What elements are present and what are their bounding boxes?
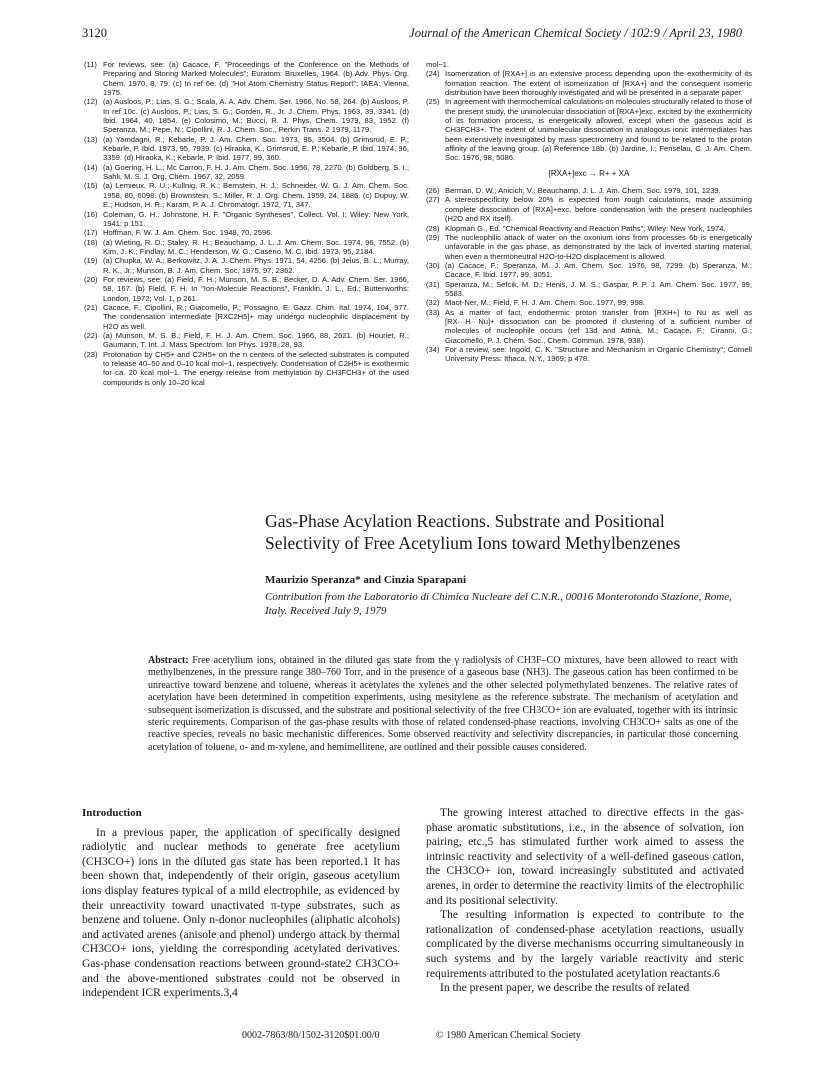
reference-text: Berman, D. W.; Anicich, V.; Beauchamp, J. L. J. Am. Chem. Soc. 1979, 101, 1239. [445,186,721,196]
abstract-text: Free acetylium ions, obtained in the diluted gas state from the γ radiolysis of CH3F–CO mixtures, have been allowed to react with methylbenzenes, in the pressure range 380–760 Torr, and in the presence of a gaseous base (NH3). The gaseous cation has been confirmed to be unreactive toward benzene and toluene, whereas it acetylates the xylenes and the other selected polymethylated benzenes. The relative rates of acetylation have been determined in competition experiments, using mesitylene as the reference substrate. The mechanism of acetylation and subsequent isomerization is discussed, and the substrate and positional selectivity of the free CH3CO+ ion are evaluated, together with its intrinsic steric requirements. Comparison of the gas-phase results with those of related condensed-phase reactions, involving CH3CO+ salts as one of the reactive species, reveals no basic mechanistic differences. Some observed reactivity and selectivity discrepancies, in particular those concerning acetylation of toluene, o- and m-xylene, and hemimellitene, are outlined and their possible causes considered. [148,655,738,753]
abstract [148,655,738,754]
reference-number: (28) [426,223,440,233]
reference-text: (a) Yamdagni, R.; Kebarle, P. J. Am. Chem. Soc. 1973, 95, 3504. (b) Grimsrud, E. P.; Kebarle, P. Ibid. 1973, 95, 7939. (c) Hiraoka, K.; Grimsrud, E. P.; Kebarle, P. Ibid. 1974, 96, 3359. (d) Hiraoka, K.; Kebarle, P. Ibid. 1977, 99, 360. [103,134,409,163]
reference-text: For reviews, see: (a) Cacace, F. "Proceedings of the Conference on the Methods of Preparing and Storing Marked Molecules"; Euratom: Bruxelles, 1964. (b) Adv. Phys. Org. Chem. 1970, 8, 79. (c) In ref 6e. (d) "Hot Atom Chemistry Status Report"; IAEA: Vienna, 1975. [103,60,409,98]
reference-text: (a) Lemieux, R. U.; Kullnig, R. K.; Bernstein, H. J.; Schneider, W. G. J. Am. Chem. Soc. 1958, 80, 6098. (b) Brownstein, S.; Miller, R. J. Org. Chem. 1959, 24, 1886. (c) Dupuy, W. E.; Hudson, H. R.; Karam, P. A. J. Chromatogr. 1972, 71, 347. [103,181,409,210]
copyright-notice: © 1980 American Chemical Society [436,1030,581,1041]
reference-item [84,60,409,97]
reference-item [84,97,409,134]
reference-number: (30) [426,260,440,270]
reference-item [84,163,409,182]
reference-text: (a) Munson, M. S. B.; Field, F. H. J. Am. Chem. Soc. 1966, 88, 2621. (b) Houriet, R.; Gaumann, T. Int. J. Mass Spectrom. Ion Phys. 1978, 28, 93. [103,330,409,350]
reference-continuation: mol−1. [426,60,450,69]
article-affiliation: Contribution from the Laboratorio di Chimica Nucleare del C.N.R., 00016 Monterotondo Stazione, Rome, Italy. Received July 9, 1979 [265,591,732,617]
reference-number: (25) [426,97,440,107]
references-left-column [84,60,409,387]
reference-number: (11) [84,60,97,69]
reference-number: (26) [426,186,440,196]
reference-number: (27) [426,195,440,205]
reference-number: (12) [84,97,98,107]
reference-item [426,308,752,345]
abstract-label: Abstract: [148,655,189,666]
body-right-column [426,806,744,996]
reference-item [426,195,752,223]
reference-text: Speranza, M.; Sefcik, M. D.; Henis, J. M. S.; Gaspar, P. P. J. Am. Chem. Soc. 1977, 99, 5583. [445,279,752,298]
intro-paragraph-3: The resulting information is expected to contribute to the rationalization of condensed-phase acetylation reactions, usually complicated by the diverse mechanisms occurring simultaneously in such systems and by the largely variable reactivity and steric requirements attributed to the postulated acetylation reactants.6 [426,908,744,980]
reference-text: A stereospecificity below 20% is expected from rough calculations, made assuming complete dissociation of [RXA]+exc, before condensation with the present nucleophiles (H2O and RX itself). [445,195,752,224]
reference-item [84,135,409,163]
reference-number: (31) [426,279,440,289]
article-title: Gas-Phase Acylation Reactions. Substrate and Positional Selectivity of Free Acetylium Ions toward Methylbenzenes [265,511,681,553]
reference-text: In agreement with thermochemical calculations on molecules structurally related to those of the present study, the unimolecular dissociation of [RXA+]exc, excited by the exothermicity of its formation process, is energetically allowed, except when the gaseous acid is CH3FCH3+. The extent of unimolecular dissociation in analogous ionic intermediates has been extensively investigated by mass spectrometry and found to be related to the proton affinity of the leaving group. (a) Reference 18b. (b) Jardine, I.; Fenselau, C. J. Am. Chem. Soc. 1976, 98, 5086. [445,97,752,163]
reference-item [426,97,752,162]
reference-text: The nucleophilic attack of water on the oxonium ions from processes 6b is energetically unfavorable in the gas phase, as demonstrated by the lack of inverted starting material, when even a thermoneutral H2O-to-H2O displacement is allowed. [445,232,752,261]
reference-text: (a) Cacace, F.; Speranza, M. J. Am. Chem. Soc. 1976, 98, 7299. (b) Speranza, M.; Cacace, F. Ibid. 1977, 99, 3051. [445,260,752,280]
reference-text: Cacace, F.; Cipollini, R.; Giacomello, P.; Possagno, E. Gazz. Chim. Ital. 1974, 104, 977. The condensation intermediate [RXC2H5]+ may undergo nucleophilic displacement by H2O as well. [103,302,409,331]
reference-item [84,210,409,229]
reference-number: (20) [84,274,98,284]
reference-number: (29) [426,232,440,242]
body-left-column [82,806,400,1001]
reference-text: Protonation by CH5+ and C2H5+ on the n centers of the selected substrates is computed to release 40–50 and 0–10 kcal mol−1, respectively. Condensation of C2H5+ is exothermic for ca. 20 kcal mol−1. The energy release from methylation by CH3FCH3+ of the used compounds is only 10–20 kcal [103,349,409,387]
reference-number: (18) [84,237,98,247]
reference-item [426,261,752,280]
reference-item [84,256,409,275]
reference-text: Maot-Ner, M.; Field, F. H. J. Am. Chem. Soc. 1977, 99, 998. [445,298,646,308]
reference-number: (32) [426,298,440,308]
reference-number: (14) [84,162,98,172]
article-code: 0002-7863/80/1502-3120$01.00/0 [242,1030,380,1041]
reference-item [84,181,409,209]
page-number: 3120 [82,26,107,40]
references-right-column [426,60,752,364]
intro-paragraph-2: The growing interest attached to directive effects in the gas-phase aromatic substitutions, i.e., in the absence of solvation, ion pairing, etc.,5 has stimulated further work aimed to assess the intrinsic reactivity and selectivity of a well-defined gaseous cation, the CH3CO+ ion, toward increasingly substituted and activated arenes, in order to determine the reactivity limits of the electrophilic and its positional selectivity. [426,806,744,907]
reference-item [426,233,752,261]
reference-text: (a) Ausloos, P.; Lias, S. G.; Scala, A. A. Adv. Chem. Ser. 1966, No. 58, 264. (b) Ausloos, P. In ref 10c. (c) Ausloos, P.; Lias, S. G.; Gorden, R., Jr. J. Chem. Phys. 1963, 39, 3341. (d) Ibid. 1964, 40, 1854. (e) Colosimo, M.; Bucci, R. J. Phys. Chem. 1979, 83, 1952. (f) Speranza, M.; Pepe, N.; Cipollini, R. J. Chem. Soc., Perkin Trans. 2 1979, 1179. [103,97,409,135]
reference-item [84,238,409,257]
reference-text: Klopman G., Ed. "Chemical Reactivity and Reaction Paths"; Wiley: New York, 1974. [445,223,726,233]
intro-paragraph-1: In a previous paper, the application of specifically designed radiolytic and nuclear methods to generate free acetylium (CH3CO+) ions in the diluted gas state has been reported.1 It has been shown that, independently of their origin, gaseous acetylium ions display features typical of a mild electrophile, as evidenced by their unreactivity toward unactivated π-type substrates, such as benzene and toluene. Only n-donor nucleophiles (aliphatic alcohols) and activated arenes (anisole and phenol) undergo attack by thermal CH3CO+ ions, yielding the corresponding acetylated derivatives. Gas-phase condensation reactions between ground-state2 CH3CO+ and the above-mentioned substrates could not be observed in independent ICR experiments.3,4 [82,825,400,1000]
reference-item [426,69,752,97]
reference-number: (15) [84,181,98,191]
section-heading-introduction: Introduction [82,807,142,819]
reference-item [84,331,409,350]
reference-text: Coleman, G. H.; Johnstone, H. F. "Organic Syntheses", Collect. Vol. I; Wiley: New York, 1941; p 151. [103,209,409,228]
running-header [82,26,742,44]
reference-item [426,345,752,364]
reference-item [84,228,409,237]
reference-text: For a review, see: Ingold, C. K. "Structure and Mechanism in Organic Chemistry"; Cornell University Press: Ithaca, N.Y., 1969; p 478. [445,344,752,364]
reference-text: For reviews, see: (a) Field, F. H.; Munson, M. S. B.; Becker, D. A. Adv. Chem. Ser. 1966, 58, 167. (b) Field, F. H. In "Ion-Molecule Reactions", Franklin, J. L., Ed.; Butterworths: London, 1972; Vol. 1, p 261. [103,274,409,303]
intro-paragraph-4: In the present paper, we describe the results of related [440,981,690,995]
reference-number: (13) [84,134,98,144]
reference-number: (17) [84,228,98,238]
reference-text: (a) Goering, H. L.; Mc Carron, F. H. J. Am. Chem. Soc. 1956, 78, 2270. (b) Goldberg, S. I.; Sahli, M. S. J. Org. Chem. 1967, 32, 2059. [103,162,409,182]
reference-number: (22) [84,330,98,340]
reaction-equation: [RXA+]exc → R+ + XA [548,168,630,178]
reference-number: (23) [84,349,98,359]
reference-item [426,298,752,307]
article-authors: Maurizio Speranza* and Cinzia Sparapani [265,574,467,586]
reference-number: (33) [426,307,440,317]
reference-number: (16) [84,209,98,219]
reference-text: (a) Wieting, R. D.; Staley, R. H.; Beauchamp, J. L. J. Am. Chem. Soc. 1974, 96, 7552. (b) Kim, J. K.; Findlay, M. C.; Henderson, W. G.; Caserio, M. C. Ibid. 1973, 95, 2184. [103,237,409,256]
reference-item [426,224,752,233]
page-footer [82,1030,742,1044]
reference-text: As a matter of fact, endothermic proton transfer from [RXH+] to Nu as well as [RX···H···Nu]+ dissociation can be promoted if clustering of a sufficient number of molecules of nucleophile occurs (ref 13d and Attinà, M.; Cacace, F.; Ciranni, G.; Giacomello, P. J. Chem. Soc., Chem. Commun. 1978, 938). [445,307,752,345]
reference-item [84,275,409,303]
reference-item [84,303,409,331]
reference-text: (a) Chupka, W. A.; Berkowitz, J. A. J. Chem. Phys. 1971, 54, 4256. (b) Jelus, B. L.; Murray, R. K., Jr.; Munson, B. J. Am. Chem. Soc. 1975, 97, 2362. [103,256,409,275]
reference-item [426,280,752,299]
journal-citation: Journal of the American Chemical Society / 102:9 / April 23, 1980 [409,26,742,40]
reference-number: (34) [426,344,440,354]
reference-text: Hoffman, F. W. J. Am. Chem. Soc. 1948, 70, 2596. [103,228,273,238]
reference-item [426,186,752,195]
reference-number: (19) [84,256,98,266]
reference-number: (24) [426,69,440,79]
reference-number: (21) [84,302,98,312]
reference-text: Isomerization of [RXA+] is an extensive process depending upon the exothermicity of its formation reaction. The extent of isomerization of [RXA+] and the consequent isomeric distribution have been thoroughly investigated and will be presented in a separate paper. [445,69,752,98]
reference-item [84,350,409,387]
